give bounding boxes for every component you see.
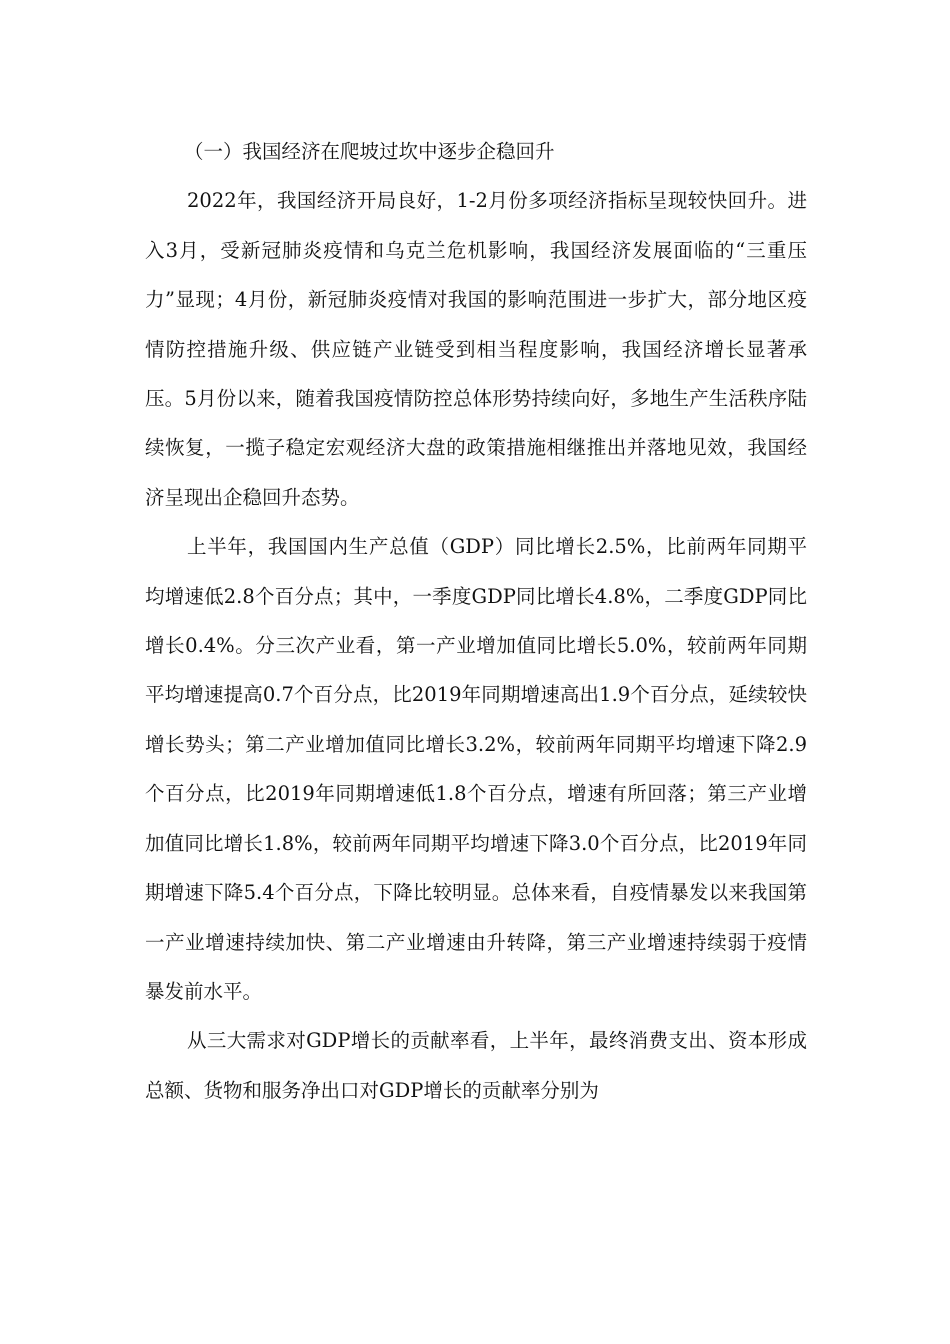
paragraph-demand-contribution: 从三大需求对GDP增长的贡献率看，上半年，最终消费支出、资本形成总额、货物和服务净出口对GDP增长的贡献率分别为 bbox=[145, 1029, 807, 1102]
document-body bbox=[145, 127, 807, 1115]
paragraph-economy-overview: 2022年，我国经济开局良好，1-2月份多项经济指标呈现较快回升。进入3月，受新冠肺炎疫情和乌克兰危机影响，我国经济发展面临的“三重压力”显现；4月份，新冠肺炎疫情对我国的影响范围进一步扩大，部分地区疫情防控措施升级、供应链产业链受到相当程度影响，我国经济增长显著承压。5月份以来，随着我国疫情防控总体形势持续向好，多地生产生活秩序陆续恢复，一揽子稳定宏观经济大盘的政策措施相继推出并落地见效，我国经济呈现出企稳回升态势。 bbox=[145, 189, 807, 509]
paragraph-gdp-growth: 上半年，我国国内生产总值（GDP）同比增长2.5%，比前两年同期平均增速低2.8个百分点；其中，一季度GDP同比增长4.8%，二季度GDP同比增长0.4%。分三次产业看，第一产业增加值同比增长5.0%，较前两年同期平均增速提高0.7个百分点，比2019年同期增速高出1.9个百分点，延续较快增长势头；第二产业增加值同比增长3.2%，较前两年同期平均增速下降2.9个百分点，比2019年同期增速低1.8个百分点，增速有所回落；第三产业增加值同比增长1.8%，较前两年同期平均增速下降3.0个百分点，比2019年同期增速下降5.4个百分点，下降比较明显。总体来看，自疫情暴发以来我国第一产业增速持续加快、第二产业增速由升转降，第三产业增速持续弱于疫情暴发前水平。 bbox=[145, 535, 807, 1003]
section-heading: （一）我国经济在爬坡过坎中逐步企稳回升 bbox=[184, 140, 555, 163]
